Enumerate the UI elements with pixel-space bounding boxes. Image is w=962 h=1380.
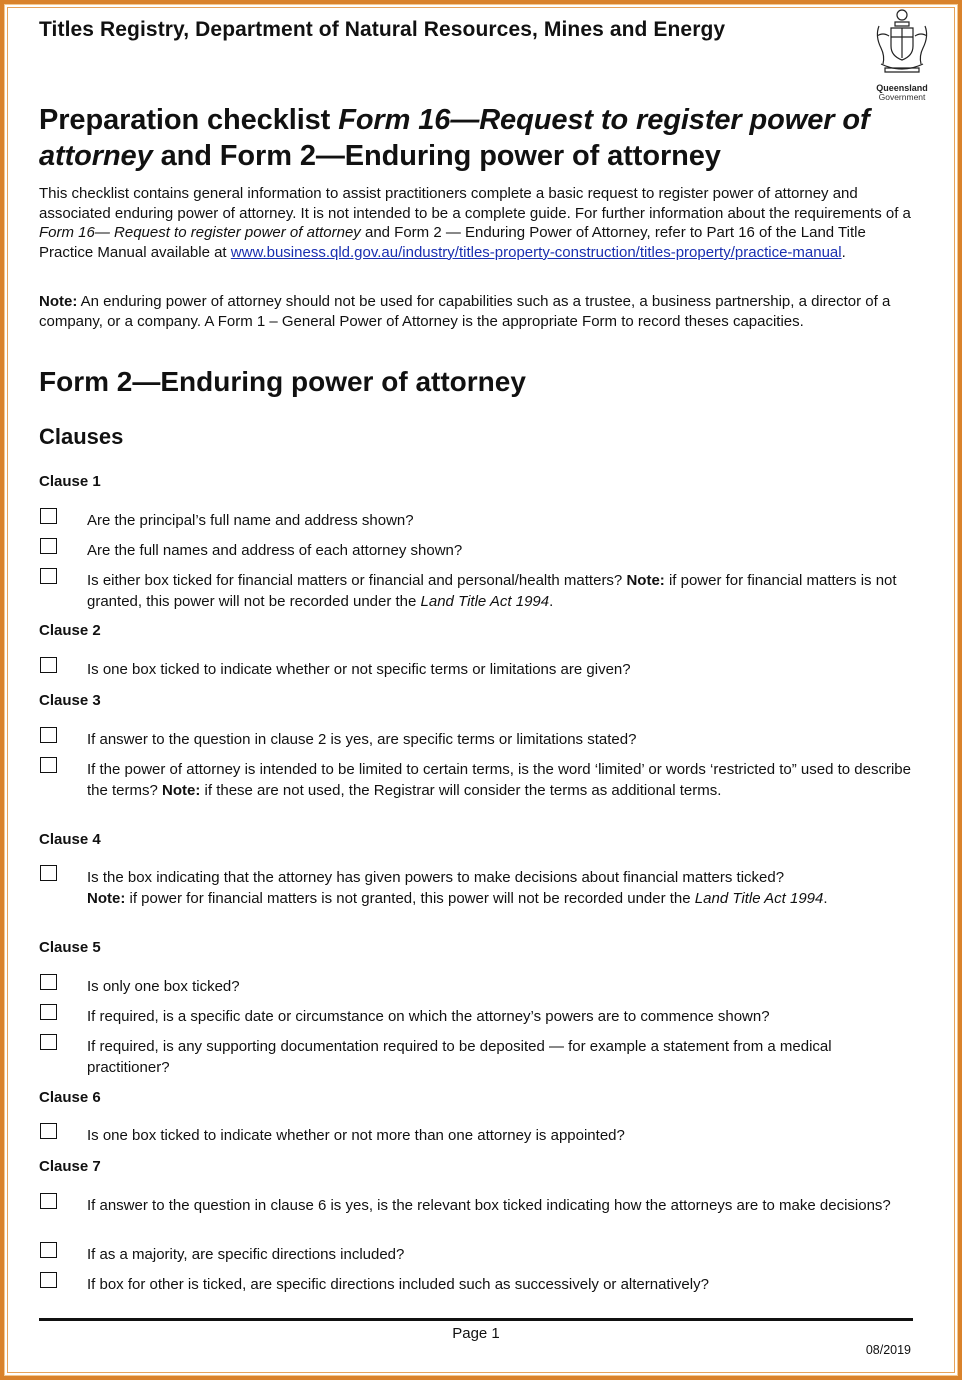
checklist-text: Is only one box ticked? xyxy=(87,978,240,995)
checklist-text xyxy=(87,868,913,909)
checkbox[interactable] xyxy=(40,757,57,773)
checkbox[interactable] xyxy=(40,974,57,990)
checklist-text: If answer to the question in clause 6 is yes, is the relevant box ticked indicating how the attorneys are to make decisions? xyxy=(87,1197,891,1214)
checkbox[interactable] xyxy=(40,508,57,524)
checklist-text: If required, is a specific date or circumstance on which the attorney’s powers are to commence shown? xyxy=(87,1008,770,1025)
practice-manual-link[interactable]: www.business.qld.gov.au/industry/titles-property-construction/titles-property/practice-manual xyxy=(230,243,842,261)
period: . xyxy=(549,592,554,610)
checkbox[interactable] xyxy=(40,1123,57,1139)
checkbox[interactable] xyxy=(40,727,57,743)
note-text: if these are not used, the Registrar will consider the terms as additional terms. xyxy=(200,781,722,799)
checkbox[interactable] xyxy=(40,1193,57,1209)
logo-line-2: Government xyxy=(878,92,926,102)
subsection-title: Clauses xyxy=(39,424,124,449)
note-text: if power for financial matters is not granted, this power will not be recorded under the xyxy=(87,572,897,610)
clause-3-heading: Clause 3 xyxy=(39,692,101,709)
note-label: Note: xyxy=(162,781,201,799)
question-text: If the power of attorney is intended to be limited to certain terms, is the word ‘limited’ or words ‘restricted to” used to describe the terms? xyxy=(87,761,911,799)
checklist-text: Is one box ticked to indicate whether or not specific terms or limitations are given? xyxy=(87,661,631,678)
title-part-1: Preparation checklist xyxy=(39,104,339,136)
coat-of-arms-icon xyxy=(871,6,933,78)
title-part-2: Form 16—Request to register power of attorney xyxy=(39,104,870,172)
checklist-text: If answer to the question in clause 2 is yes, are specific terms or limitations stated? xyxy=(87,731,637,748)
page-title xyxy=(39,102,913,174)
checklist-text xyxy=(87,760,913,801)
intro-italic: Form 16— Request to register power of attorney xyxy=(39,224,361,242)
title-part-3: and Form 2—Enduring power of attorney xyxy=(152,140,721,172)
checkbox[interactable] xyxy=(40,538,57,554)
clause-1-heading: Clause 1 xyxy=(39,473,101,490)
note-label: Note: xyxy=(39,293,78,310)
checkbox[interactable] xyxy=(40,865,57,881)
checkbox[interactable] xyxy=(40,1272,57,1288)
clause-6-heading: Clause 6 xyxy=(39,1089,101,1106)
question-text: Is the box indicating that the attorney has given powers to make decisions about financial matters ticked? xyxy=(87,869,785,886)
intro-text-2: and Form 2 — Enduring Power of Attorney, refer to Part 16 of the Land Title Practice Manual available at xyxy=(39,224,866,261)
page-number: Page 1 xyxy=(452,1325,500,1342)
clause-7-heading: Clause 7 xyxy=(39,1158,101,1175)
header-title: Titles Registry, Department of Natural Resources, Mines and Energy xyxy=(39,18,726,41)
checklist-text: If required, is any supporting documentation required to be deposited — for example a statement from a medical practitioner? xyxy=(87,1038,832,1076)
checkbox[interactable] xyxy=(40,568,57,584)
note-text: if power for financial matters is not granted, this power will not be recorded under the xyxy=(125,889,695,907)
revision-date: 08/2019 xyxy=(865,1343,911,1357)
section-title: Form 2—Enduring power of attorney xyxy=(39,366,526,397)
note-label: Note: xyxy=(626,572,665,589)
checklist-text: Are the full names and address of each attorney shown? xyxy=(87,542,463,559)
checkbox[interactable] xyxy=(40,1034,57,1050)
note-label: Note: xyxy=(87,889,126,907)
clause-5-heading: Clause 5 xyxy=(39,939,101,956)
intro-text-3: . xyxy=(841,243,846,261)
intro-text-1: This checklist contains general information to assist practitioners complete a basic request to register power of attorney and associated enduring power of attorney. It is not intended to be a complete guide. For further information about the requirements of a xyxy=(39,185,911,222)
act-name: Land Title Act 1994 xyxy=(694,889,824,907)
intro-paragraph xyxy=(39,184,911,262)
queensland-government-logo xyxy=(867,6,937,102)
note-paragraph xyxy=(39,292,911,331)
checklist-text: If as a majority, are specific directions included? xyxy=(87,1246,405,1263)
act-name: Land Title Act 1994 xyxy=(420,592,550,610)
clause-2-heading: Clause 2 xyxy=(39,622,101,639)
note-text: An enduring power of attorney should not be used for capabilities such as a trustee, a business partnership, a director of a company, or a company. A Form 1 – General Power of Attorney is the appropriate Form to record theses capacities. xyxy=(39,293,891,330)
checklist-text xyxy=(87,571,913,612)
footer-divider xyxy=(39,1318,913,1321)
clause-4-heading: Clause 4 xyxy=(39,831,101,848)
logo-line-1: Queensland xyxy=(876,83,928,93)
checkbox[interactable] xyxy=(40,1242,57,1258)
checklist-text: If box for other is ticked, are specific directions included such as successively or alternatively? xyxy=(87,1276,709,1293)
checkbox[interactable] xyxy=(40,1004,57,1020)
checklist-text: Are the principal’s full name and address shown? xyxy=(87,512,414,529)
checklist-text: Is one box ticked to indicate whether or not more than one attorney is appointed? xyxy=(87,1127,625,1144)
checkbox[interactable] xyxy=(40,657,57,673)
period: . xyxy=(823,889,828,907)
question-text: Is either box ticked for financial matters or financial and personal/health matters? xyxy=(87,572,627,589)
